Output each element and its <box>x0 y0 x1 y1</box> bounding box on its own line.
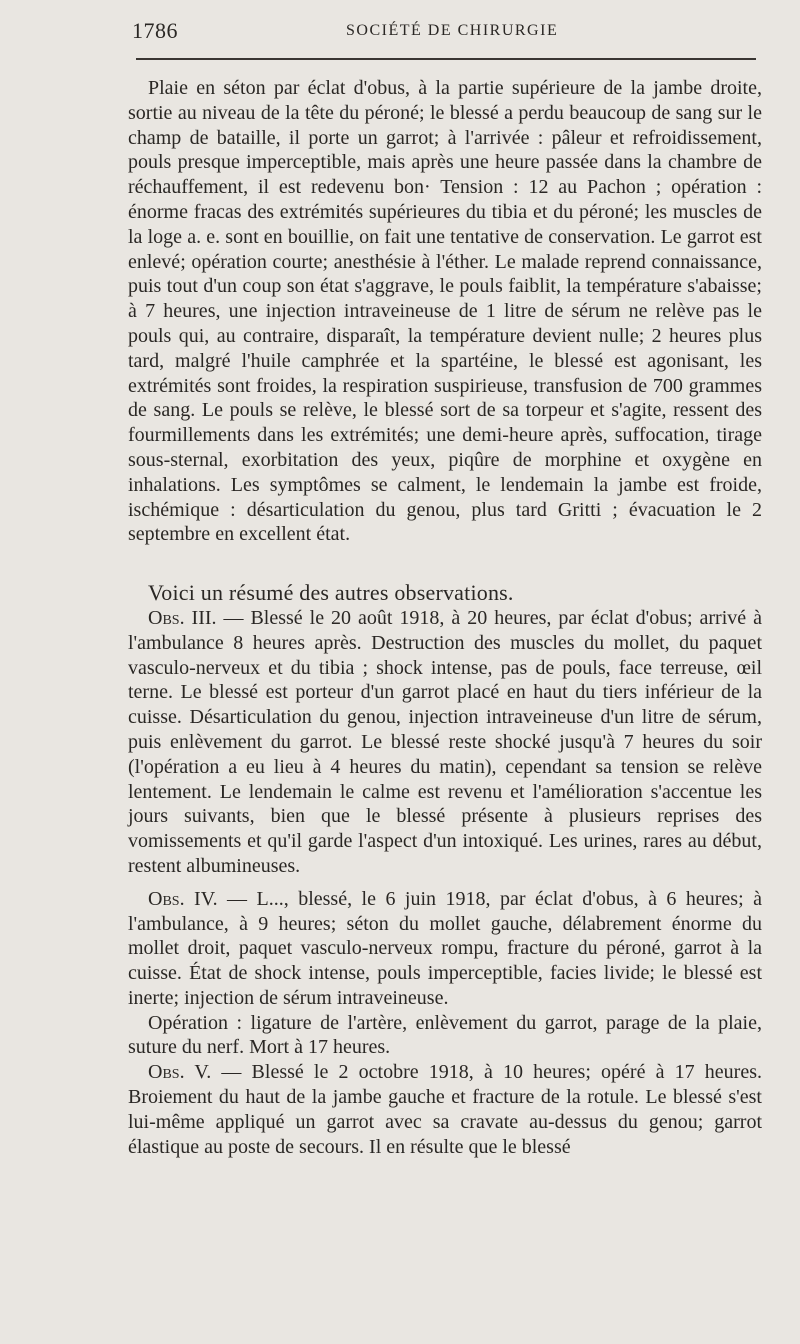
header-rule <box>136 58 756 60</box>
observation-label: Obs. IV. <box>148 887 218 910</box>
page-header <box>128 14 762 48</box>
observation-4 <box>128 887 762 1011</box>
observation-label: Obs. V. <box>148 1061 212 1084</box>
observation-text: — Blessé le 2 octobre 1918, à 10 heures; opéré à 17 heures. Broiement du haut de la jambe gauche et fracture de la rotule. Le blessé s'est lui-même appliqué un garrot avec sa cravate au-dessus du genou; garrot élastique au poste de secours. Il en résulte que le blessé <box>128 1061 762 1158</box>
observation-5 <box>128 1060 762 1159</box>
observation-3 <box>128 606 762 879</box>
observation-text: — L..., blessé, le 6 juin 1918, par éclat d'obus, à 6 heures; à l'ambulance, à 9 heures; séton du mollet gauche, délabrement énorme du mollet droit, paquet vasculo-nerveux rompu, fracture du péroné, garrot à la cuisse. État de shock intense, pouls imperceptible, facies livide; le blessé est inerte; injection de sérum intraveineuse. <box>128 887 763 1009</box>
observation-label: Obs. III. <box>148 606 217 629</box>
observation-text: — Blessé le 20 août 1918, à 20 heures, par éclat d'obus; arrivé à l'ambulance 8 heures après. Destruction des muscles du mollet, du paquet vasculo-nerveux et du tibia ; shock intense, pas de pouls, face terreuse, œil terne. Le blessé est porteur d'un garrot placé en haut du tiers inférieur de la cuisse. Désarticulation du genou, injection intraveineuse d'un litre de sérum, puis enlèvement du garrot. Le blessé reste shocké jusqu'à 7 heures du soir (l'opération a eu lieu à 4 heures du matin), cependant sa tension se relève lentement. Le lendemain le calme est revenu et l'amélioration s'accentue les jours suivants, bien que le blessé présente à plusieurs reprises des vomissements et qu'il garde l'aspect d'un intoxiqué. Les urines, rares au début, restent albumineuses. <box>128 606 762 877</box>
intro-paragraph: Plaie en séton par éclat d'obus, à la partie supérieure de la jambe droite, sortie au niveau de la tête du péroné; le blessé a perdu beaucoup de sang sur le champ de bataille, il porte un garrot; à l'arrivée : pâleur et refroidissement, pouls presque imperceptible, mais après une heure passée dans la chambre de réchauffement, il est redevenu bon· Tension : 12 au Pachon ; opération : énorme fracas des extrémités supérieures du tibia et du péroné; les muscles de la loge a. e. sont en bouillie, on fait une tentative de conservation. Le garrot est enlevé; opération courte; anesthésie à l'éther. Le malade reprend connaissance, puis tout d'un coup son état s'aggrave, le pouls faiblit, la température s'abaisse; à 7 heures, une injection intraveineuse de 1 litre de sérum ne relève pas le pouls qui, au contraire, disparaît, la température devient nulle; 2 heures plus tard, malgré l'huile camphrée et la spartéine, le blessé est agonisant, les extrémités sont froides, la respiration suspirieuse, transfusion de 700 grammes de sang. Le pouls se relève, le blessé sort de sa torpeur et s'agite, ressent des fourmillements dans les extrémités; une demi-heure après, suffocation, tirage sous-sternal, exorbitation des yeux, piqûre de morphine et oxygène en inhalations. Les symptômes se calment, le lendemain la jambe est froide, ischémique : désarticulation du genou, plus tard Gritti ; évacuation le 2 septembre en excellent état. <box>128 77 762 546</box>
section-title: Voici un résumé des autres observations. <box>148 580 514 606</box>
observation-4-followup: Opération : ligature de l'artère, enlèvement du garrot, parage de la plaie, suture du nerf. Mort à 17 heures. <box>128 1011 762 1059</box>
running-head: SOCIÉTÉ DE CHIRURGIE <box>346 22 559 39</box>
page-number: 1786 <box>132 18 178 43</box>
body-text <box>128 76 762 1159</box>
